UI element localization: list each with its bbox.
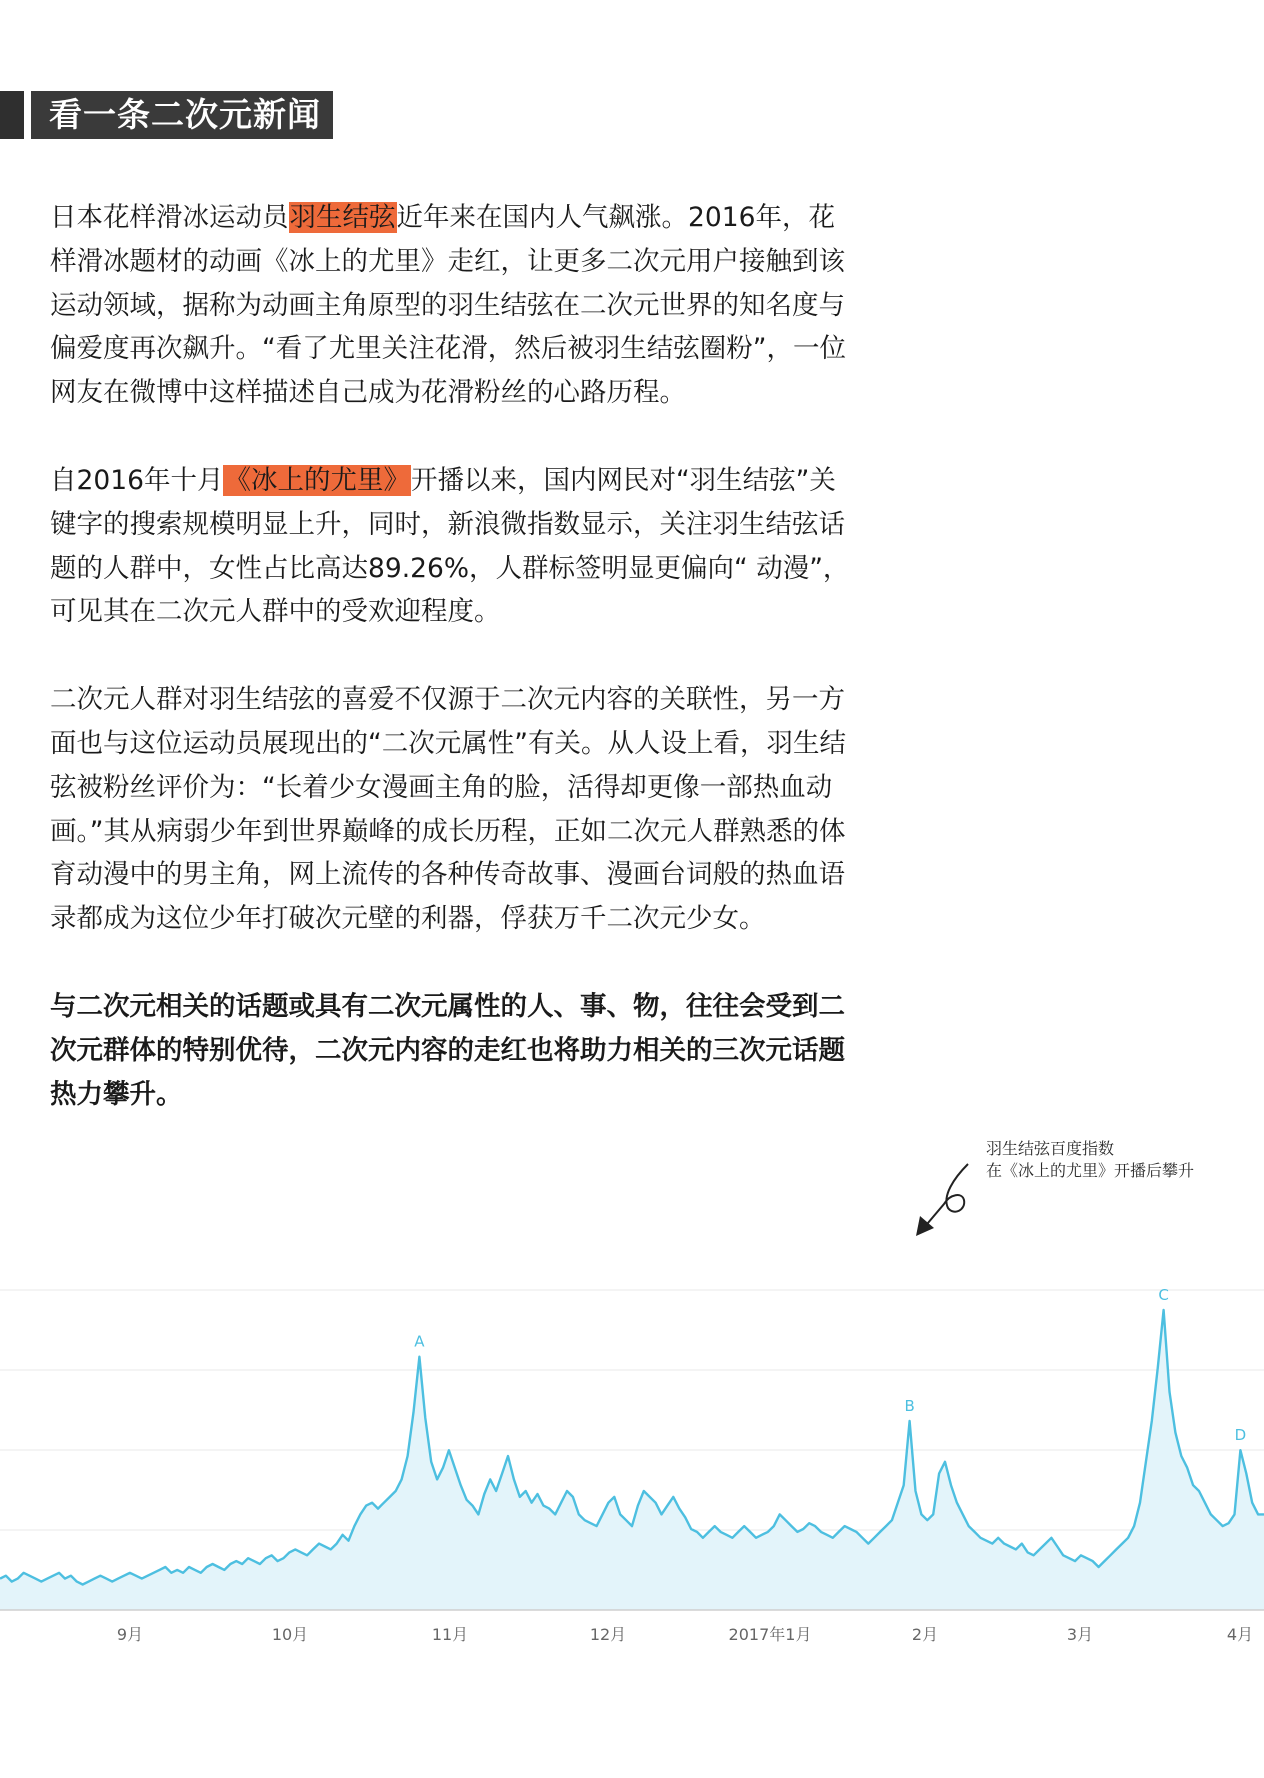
x-tick-label: 2017年1月 [728,1625,812,1644]
x-tick-label: 3月 [1066,1625,1094,1644]
x-tick-label: 9月 [116,1625,144,1644]
paragraph-2 [50,459,850,634]
article-body [50,196,850,1160]
section-marker [0,91,24,139]
peak-label: B [904,1396,915,1415]
x-tick-label: 4月 [1226,1625,1254,1644]
section-title: 看一条二次元新闻 [31,91,333,139]
peak-label: A [414,1332,425,1351]
peak-label: D [1234,1426,1247,1445]
chart-annotation [986,1138,1194,1182]
p2-text-before: 自2016年十月 [50,464,224,496]
peak-label: C [1158,1286,1169,1304]
paragraph-1 [50,196,850,415]
highlight-hanyu: 羽生结弦 [289,202,396,233]
x-tick-label: 10月 [271,1625,309,1644]
annotation-line-2: 在《冰上的尤里》开播后攀升 [986,1161,1195,1180]
annotation-line-1: 羽生结弦百度指数 [986,1139,1115,1158]
p2-text-after: 开播以来，国内网民对“羽生结弦”关键字的搜索规模明显上升，同时，新浪微指数显示，关注羽生结弦话题的人群中，女性占比高达89.26%，人群标签明显更偏向“ 动漫”，可见其在二次元人群中的受欢迎程度。 [50,464,850,628]
handdrawn-arrow-icon [908,1158,988,1238]
x-tick-label: 11月 [431,1625,469,1644]
x-tick-label: 12月 [589,1625,627,1644]
baidu-index-chart [0,1280,1264,1650]
paragraph-3: 二次元人群对羽生结弦的喜爱不仅源于二次元内容的关联性，另一方面也与这位运动员展现出的“二次元属性”有关。从人设上看，羽生结弦被粉丝评价为：“长着少女漫画主角的脸，活得却更像一部热血动画。”其从病弱少年到世界巅峰的成长历程，正如二次元人群熟悉的体育动漫中的男主角，网上流传的各种传奇故事、漫画台词般的热血语录都成为这位少年打破次元壁的利器，俘获万千二次元少女。 [50,684,846,935]
chart-svg [0,1280,1264,1650]
p1-text-before: 日本花样滑冰运动员 [50,202,289,233]
p1-text-after: 近年来在国内人气飙涨。2016年，花样滑冰题材的动画《冰上的尤里》走红，让更多二次元用户接触到该运动领域，据称为动画主角原型的羽生结弦在二次元世界的知名度与偏爱度再次飙升。“看了尤里关注花滑，然后被羽生结弦圈粉”，一位网友在微博中这样描述自己成为花滑粉丝的心路历程。 [50,202,846,409]
paragraph-4-bold: 与二次元相关的话题或具有二次元属性的人、事、物，往往会受到二次元群体的特别优待，二次元内容的走红也将助力相关的三次元话题热力攀升。 [50,990,845,1110]
x-tick-label: 2月 [911,1625,939,1644]
highlight-yuri-on-ice: 《冰上的尤里》 [224,464,410,496]
